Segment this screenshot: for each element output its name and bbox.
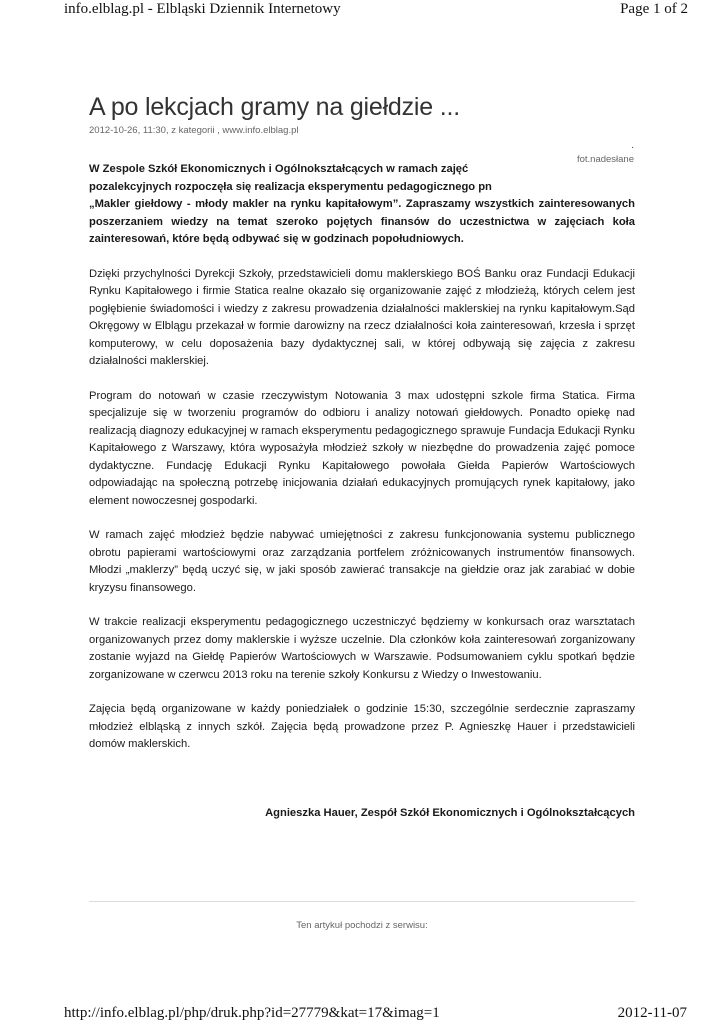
article-lead [89,161,635,249]
article-paragraph: Zajęcia będą organizowane w każdy poniedziałek o godzinie 15:30, szczególnie serdecznie zapraszamy młodzież elbląską z innych szkół. Zajęcia będą prowadzone przez P. Agnieszkę Hauer i przedstawicieli domów maklerskich. [89,703,635,750]
lead-line-2: pozalekcyjnych rozpoczęła się realizacja eksperymentu pedagogicznego pn [89,180,492,193]
article-title: A po lekcjach gramy na giełdzie ... [89,93,460,121]
article-paragraph: W ramach zajęć młodzież będzie nabywać umiejętności z zakresu funkcjonowania systemu publicznego obrotu papierami wartościowymi oraz zarządzania portfelem zróżnicowanych instrumentów finansowych. Młodzi „maklerzy” będą uczyć się, w jaki sposób zawierać transakcje na giełdzie oraz jak zarabiać w dobie kryzysu finansowego. [89,529,635,594]
photo-placeholder: . [631,140,634,151]
print-footer-date: 2012-11-07 [617,1005,687,1021]
source-note: Ten artykuł pochodzi z serwisu: [296,920,428,931]
article-paragraph: Program do notowań w czasie rzeczywistym Notowania 3 max udostępni szkole firma Statica. Firma specjalizuje się w tworzeniu programów do odbioru i analizy notowań giełdowych. Ponadto opiekę nad realizacją diagnozy edukacyjnej w ramach eksperymentu pedagogicznego sprawuje Fundacja Edukacji Rynku Kapitałowego z Warszawy, która wyposażyła młodzież szkoły w niezbędne do prowadzenia zajęć pomoce dydaktyczne. Fundację Edukacji Rynku Kapitałowego powołała Giełda Papierów Wartościowych odpowiadając na społeczną potrzebę inicjowania działań edukacyjnych promujących rynek kapitałowy, jako element nowoczesnej gospodarki. [89,389,635,507]
article-meta: 2012-10-26, 11:30, z kategorii , www.info.elblag.pl [89,125,299,136]
footer-divider [89,901,635,902]
article-paragraph: Dzięki przychylności Dyrekcji Szkoły, przedstawicieli domu maklerskiego BOŚ Banku oraz Fundacji Edukacji Rynku Kapitałowego i firmie Statica realne okazało się organizowanie zajęć z młodzieżą, których celem jest pogłębienie świadomości i wiedzy z zakresu prowadzenia działalności maklerskiej na rynku kapitałowym.Sąd Okręgowy w Elblągu przekazał w formie darowizny na rzecz działalności koła zainteresowań, krzesła i sprzęt komputerowy, w celu doposażenia bazy dydaktycznej sali, w której odbywają się zajęcia z zakresu działalności maklerskiej. [89,267,635,367]
lead-line-1: W Zespole Szkół Ekonomicznych i Ogólnokształcących w ramach zajęć [89,163,469,175]
photo-credit: fot.nadesłane [576,154,634,165]
print-header-site-title: info.elblag.pl - Elbląski Dziennik Internetowy [64,1,341,17]
article-paragraph: W trakcie realizacji eksperymentu pedagogicznego uczestniczyć będziemy w konkursach oraz warsztatach organizowanych przez domy maklerskie i wyższe uczelnie. Dla członków koła zainteresowań zorganizowany zostanie wyjazd na Giełdę Papierów Wartościowych w Warszawie. Podsumowaniem cyklu spotkań będzie zorganizowane w czerwcu 2013 roku na terenie szkoły Konkursu z Wiedzy o Inwestowaniu. [89,616,635,681]
lead-line-3: „Makler giełdowy - młody makler na rynku kapitałowym”. Zapraszamy wszystkich zainteresowanych poszerzaniem wiedzy na temat szeroko pojętych finansów do uczestnictwa w zajęciach koła zainteresowań, które będą odbywać się w godzinach popołudniowych. [89,198,635,245]
article-signature: Agnieszka Hauer, Zespół Szkół Ekonomicznych i Ogólnokształcących [265,806,635,819]
print-header-page-indicator: Page 1 of 2 [620,1,688,17]
print-footer-url: http://info.elblag.pl/php/druk.php?id=27779&kat=17&imag=1 [64,1005,440,1021]
article [89,92,635,822]
